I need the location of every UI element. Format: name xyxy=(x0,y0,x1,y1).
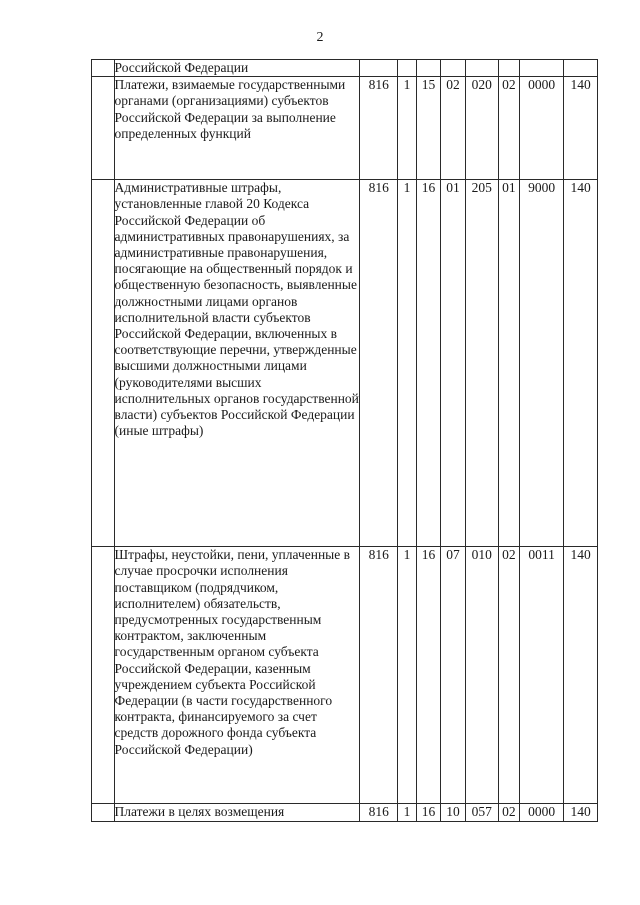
table-cell-code: 010 xyxy=(465,547,498,804)
budget-codes-table xyxy=(91,59,598,822)
table-row xyxy=(92,77,598,180)
table-cell-code: 140 xyxy=(564,804,598,822)
table-cell-code: 1 xyxy=(398,77,416,180)
table-cell-code: 02 xyxy=(498,804,520,822)
table-cell-code: 816 xyxy=(360,547,398,804)
table-cell-code: 07 xyxy=(441,547,466,804)
table-cell-blank xyxy=(92,547,115,804)
table-cell-code: 01 xyxy=(441,180,466,547)
table-cell-code: 0000 xyxy=(520,804,564,822)
table-cell-blank xyxy=(92,804,115,822)
table-cell-blank xyxy=(92,180,115,547)
table-cell-code xyxy=(416,60,441,77)
table-cell-code xyxy=(564,60,598,77)
table-cell-code: 816 xyxy=(360,77,398,180)
table-cell-code: 140 xyxy=(564,180,598,547)
table-cell-name: Административные штрафы, установленные главой 20 Кодекса Российской Федерации об административных правонарушениях, за административные правонарушения, посягающие на общественный порядок и общественную безопасность, выявленные должностными лицами органов исполнительной власти субъектов Российской Федерации, включенных в соответствующие перечни, утвержденные высшими должностными лицами (руководителями высших исполнительных органов государственной власти) субъектов Российской Федерации (иные штрафы) xyxy=(114,180,360,547)
table-cell-name: Платежи, взимаемые государственными органами (организациями) субъектов Российской Федерации за выполнение определенных функций xyxy=(114,77,360,180)
table-cell-code: 140 xyxy=(564,547,598,804)
table-cell-blank xyxy=(92,77,115,180)
table-cell-code: 9000 xyxy=(520,180,564,547)
table-cell-code: 15 xyxy=(416,77,441,180)
table-cell-code: 1 xyxy=(398,180,416,547)
table-row xyxy=(92,804,598,822)
table-cell-code: 02 xyxy=(498,77,520,180)
table-cell-code: 1 xyxy=(398,804,416,822)
table-cell-code: 816 xyxy=(360,180,398,547)
table-cell-code: 1 xyxy=(398,547,416,804)
table-cell-code: 16 xyxy=(416,180,441,547)
table-cell-code: 10 xyxy=(441,804,466,822)
table-cell-code: 020 xyxy=(465,77,498,180)
table-cell-code: 205 xyxy=(465,180,498,547)
table-row xyxy=(92,60,598,77)
table-cell-code: 16 xyxy=(416,547,441,804)
table-cell-code: 02 xyxy=(441,77,466,180)
table-row xyxy=(92,180,598,547)
table-cell-code: 0000 xyxy=(520,77,564,180)
table-cell-code: 057 xyxy=(465,804,498,822)
table-cell-code: 16 xyxy=(416,804,441,822)
table-cell-code: 140 xyxy=(564,77,598,180)
table-cell-name: Российской Федерации xyxy=(114,60,360,77)
table-cell-name: Штрафы, неустойки, пени, уплаченные в случае просрочки исполнения поставщиком (подрядчиком, исполнителем) обязательств, предусмотренных государственным контрактом, заключенным государственным органом субъекта Российской Федерации, казенным учреждением субъекта Российской Федерации (в части государственного контракта, финансируемого за счет средств дорожного фонда субъекта Российской Федерации) xyxy=(114,547,360,804)
table-row xyxy=(92,547,598,804)
table-cell-code: 02 xyxy=(498,547,520,804)
table-cell-code xyxy=(498,60,520,77)
table-cell-code: 0011 xyxy=(520,547,564,804)
table-cell-code xyxy=(398,60,416,77)
table-cell-code: 01 xyxy=(498,180,520,547)
table-cell-code xyxy=(465,60,498,77)
table-cell-code: 816 xyxy=(360,804,398,822)
page-number: 2 xyxy=(316,30,324,45)
table-cell-name: Платежи в целях возмещения xyxy=(114,804,360,822)
table-cell-code xyxy=(520,60,564,77)
table-cell-blank xyxy=(92,60,115,77)
table-cell-code xyxy=(441,60,466,77)
table-cell-code xyxy=(360,60,398,77)
